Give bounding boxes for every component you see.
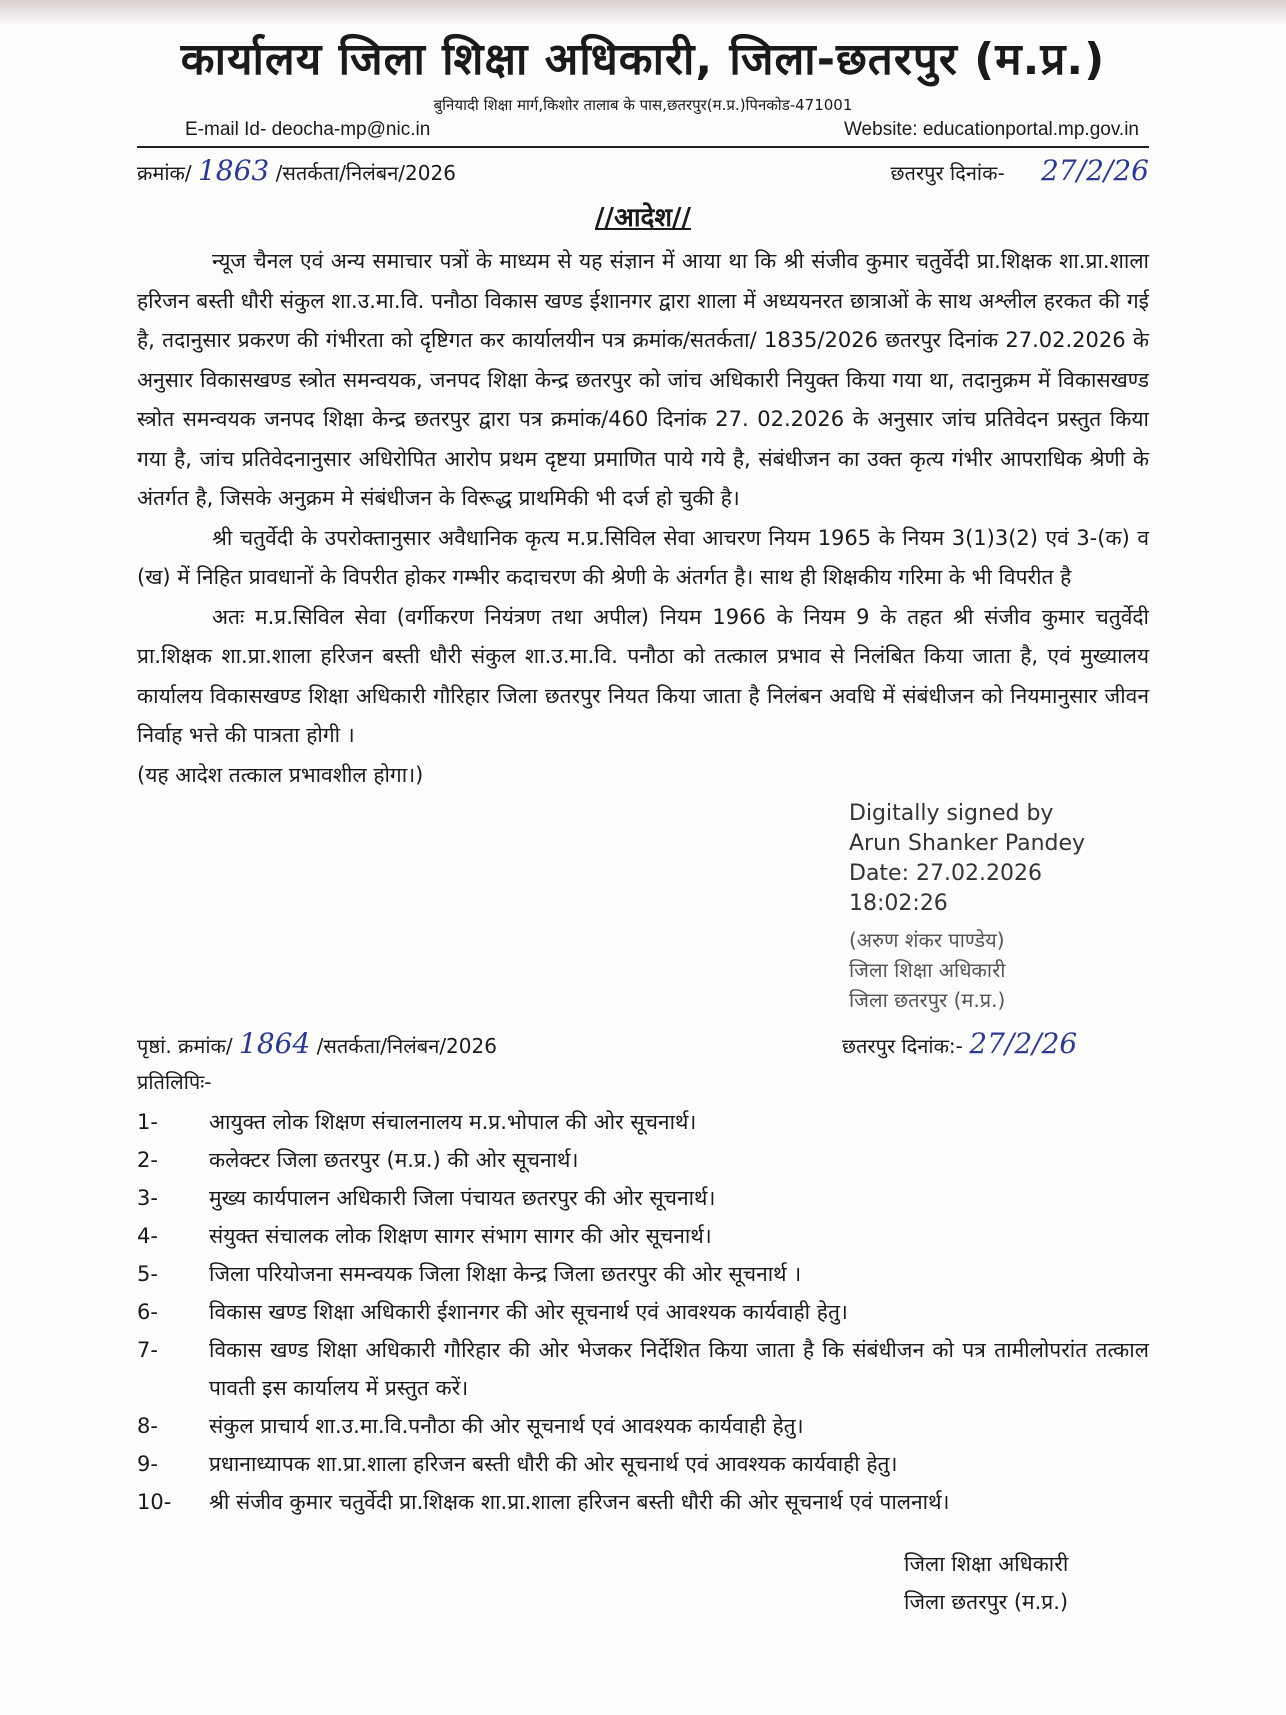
copy-reference-prefix: पृष्ठां. क्रमांक/	[137, 1034, 233, 1058]
reference-handwritten-number: 1863	[197, 154, 270, 187]
copy-reference	[137, 1025, 497, 1065]
office-contact	[137, 118, 1149, 142]
digital-signature	[849, 799, 1149, 919]
signature-hindi-stamp	[849, 925, 1149, 1015]
signer-designation: जिला शिक्षा अधिकारी	[849, 958, 1006, 982]
digital-signature-line: Digitally signed by	[849, 801, 1054, 826]
order-heading: //आदेश//	[594, 203, 692, 233]
copy-item-text: श्री संजीव कुमार चतुर्वेदी प्रा.शिक्षक शा.प्रा.शाला हरिजन बस्ती धौरी की ओर सूचनार्थ एवं पालनार्थ।	[209, 1490, 950, 1514]
office-title: कार्यालय जिला शिक्षा अधिकारी, जिला-छतरपुर (म.प्र.)	[180, 34, 1106, 85]
header-divider	[137, 146, 1149, 148]
order-body	[137, 242, 1149, 795]
copy-reference-suffix: /सतर्कता/निलंबन/2026	[316, 1034, 497, 1058]
copy-item-text: मुख्य कार्यपालन अधिकारी जिला पंचायत छतरपुर की ओर सूचनार्थ।	[209, 1186, 716, 1210]
footer-district: जिला छतरपुर (म.प्र.)	[904, 1590, 1069, 1614]
copy-list-item	[137, 1293, 1149, 1331]
copy-item-number: 9-	[137, 1452, 158, 1476]
copy-list-item	[137, 1217, 1149, 1255]
copy-item-text: आयुक्त लोक शिक्षण संचालनालय म.प्र.भोपाल की ओर सूचनार्थ।	[209, 1110, 697, 1134]
copy-label: प्रतिलिपिः-	[137, 1070, 212, 1094]
paragraph-1: न्यूज चैनल एवं अन्य समाचार पत्रों के माध्यम से यह संज्ञान में आया था कि श्री संजीव कुमार चतुर्वेदी प्रा.शिक्षक शा.प्रा.शाला हरिजन बस्ती धौरी संकुल शा.उ.मा.वि. पनौठा विकास खण्ड ईशानगर द्वारा शाला में अध्ययनरत छात्राओं के साथ अश्लील हरकत की गई है, तदानुसार प्रकरण की गंभीरता को दृष्टिगत कर कार्यालयीन पत्र क्रमांक/सतर्कता/ 1835/2026 छतरपुर दिनांक 27.02.2026 के अनुसार विकासखण्ड स्त्रोत समन्वयक, जनपद शिक्षा केन्द्र छतरपुर को जांच अधिकारी नियुक्त किया गया था, तदानुक्रम में विकासखण्ड स्त्रोत समन्वयक जनपद शिक्षा केन्द्र छतरपुर द्वारा पत्र क्रमांक/460 दिनांक 27. 02.2026 के अनुसार जांच प्रतिवेदन प्रस्तुत किया गया है, जांच प्रतिवेदनानुसार अधिरोपित आरोप प्रथम दृष्टया प्रमाणित पाये गये है, संबंधीजन का उक्त कृत्य गंभीर आपराधिक श्रेणी के अंतर्गत है, जिसके अनुक्रम मे संबंधीजन के विरूद्ध प्राथमिकी भी दर्ज हो चुकी है।	[137, 249, 1149, 510]
copy-item-text: कलेक्टर जिला छतरपुर (म.प्र.) की ओर सूचनार्थ।	[209, 1148, 579, 1172]
copy-reference-handwritten-number: 1864	[239, 1027, 311, 1060]
reference-row	[137, 152, 1149, 192]
copy-reference-date	[842, 1025, 1149, 1065]
copy-list-item	[137, 1331, 1149, 1407]
date-label: छतरपुर दिनांक-	[890, 161, 1005, 185]
copy-item-text: विकास खण्ड शिक्षा अधिकारी गौरिहार की ओर भेजकर निर्देशित किया जाता है कि संबंधीजन को पत्र तामीलोपरांत तत्काल पावती इस कार्यालय में प्रस्तुत करें।	[209, 1338, 1149, 1400]
reference-prefix: क्रमांक/	[137, 161, 192, 185]
digital-signature-name: Arun Shanker Pandey	[849, 831, 1086, 856]
digital-signature-time: 18:02:26	[849, 891, 948, 916]
signature-area	[137, 799, 1149, 1015]
copy-list-item	[137, 1483, 1149, 1521]
copy-item-number: 2-	[137, 1148, 158, 1172]
copy-list-item	[137, 1179, 1149, 1217]
copy-list-item	[137, 1445, 1149, 1483]
footer-designation: जिला शिक्षा अधिकारी	[904, 1552, 1069, 1576]
copy-item-number: 5-	[137, 1262, 158, 1286]
copy-item-number: 3-	[137, 1186, 158, 1210]
paragraph-2: श्री चतुर्वेदी के उपरोक्तानुसार अवैधानिक कृत्य म.प्र.सिविल सेवा आचरण नियम 1965 के नियम 3(1)3(2) एवं 3-(क) व (ख) में निहित प्रावधानों के विपरीत होकर गम्भीर कदाचरण की श्रेणी के अंतर्गत है। साथ ही शिक्षकीय गरिमा के भी विपरीत है	[137, 525, 1149, 589]
signature-column	[849, 799, 1149, 1015]
copy-handwritten-date: 27/2/26	[969, 1027, 1078, 1060]
copy-date-label: छतरपुर दिनांक:-	[842, 1034, 963, 1058]
copy-item-text: जिला परियोजना समन्वयक जिला शिक्षा केन्द्र जिला छतरपुर की ओर सूचनार्थ ।	[209, 1262, 802, 1286]
copy-item-text: संयुक्त संचालक लोक शिक्षण सागर संभाग सागर की ओर सूचनार्थ।	[209, 1224, 712, 1248]
copy-list	[137, 1103, 1149, 1521]
footer-signatory	[904, 1545, 1149, 1621]
copy-list-item	[137, 1407, 1149, 1445]
reference-number	[137, 152, 456, 192]
office-address: बुनियादी शिक्षा मार्ग,किशोर तालाब के पास,छतरपुर(म.प्र.)पिनकोड-471001	[433, 96, 853, 114]
copy-item-number: 6-	[137, 1300, 158, 1324]
copy-list-item	[137, 1141, 1149, 1179]
effective-note: (यह आदेश तत्काल प्रभावशील होगा।)	[137, 762, 424, 787]
copy-item-text: प्रधानाध्यापक शा.प्रा.शाला हरिजन बस्ती धौरी की ओर सूचनार्थ एवं आवश्यक कार्यवाही हेतु।	[209, 1452, 898, 1476]
digital-signature-date: Date: 27.02.2026	[849, 861, 1042, 886]
copy-item-text: विकास खण्ड शिक्षा अधिकारी ईशानगर की ओर सूचनार्थ एवं आवश्यक कार्यवाही हेतु।	[209, 1300, 848, 1324]
copy-item-number: 1-	[137, 1110, 158, 1134]
office-email: E-mail Id- deocha-mp@nic.in	[185, 119, 431, 140]
paragraph-3: अतः म.प्र.सिविल सेवा (वर्गीकरण नियंत्रण तथा अपील) नियम 1966 के नियम 9 के तहत श्री संजीव कुमार चतुर्वेदी प्रा.शिक्षक शा.प्रा.शाला हरिजन बस्ती धौरी संकुल शा.उ.मा.वि. पनौठा को तत्काल प्रभाव से निलंबित किया जाता है, एवं मुख्यालय कार्यालय विकासखण्ड शिक्षा अधिकारी गौरिहार जिला छतरपुर नियत किया जाता है निलंबन अवधि में संबंधीजन को नियमानुसार जीवन निर्वाह भत्ते की पात्रता होगी ।	[137, 604, 1149, 747]
handwritten-date: 27/2/26	[1041, 154, 1149, 187]
footer-area	[137, 1545, 1149, 1621]
copy-item-number: 4-	[137, 1224, 158, 1248]
reference-date	[891, 152, 1149, 192]
copy-list-item	[137, 1255, 1149, 1293]
copy-item-number: 7-	[137, 1338, 158, 1362]
reference-suffix: /सतर्कता/निलंबन/2026	[275, 161, 456, 185]
copy-item-number: 10-	[137, 1490, 172, 1514]
copy-item-number: 8-	[137, 1414, 158, 1438]
copy-list-item	[137, 1103, 1149, 1141]
signer-district: जिला छतरपुर (म.प्र.)	[849, 988, 1006, 1012]
signer-name-hindi: (अरुण शंकर पाण्डेय)	[849, 928, 1005, 952]
copy-reference-row	[137, 1025, 1149, 1065]
office-website: Website: educationportal.mp.gov.in	[843, 119, 1139, 140]
copy-item-text: संकुल प्राचार्य शा.उ.मा.वि.पनौठा की ओर सूचनार्थ एवं आवश्यक कार्यवाही हेतु।	[209, 1414, 804, 1438]
